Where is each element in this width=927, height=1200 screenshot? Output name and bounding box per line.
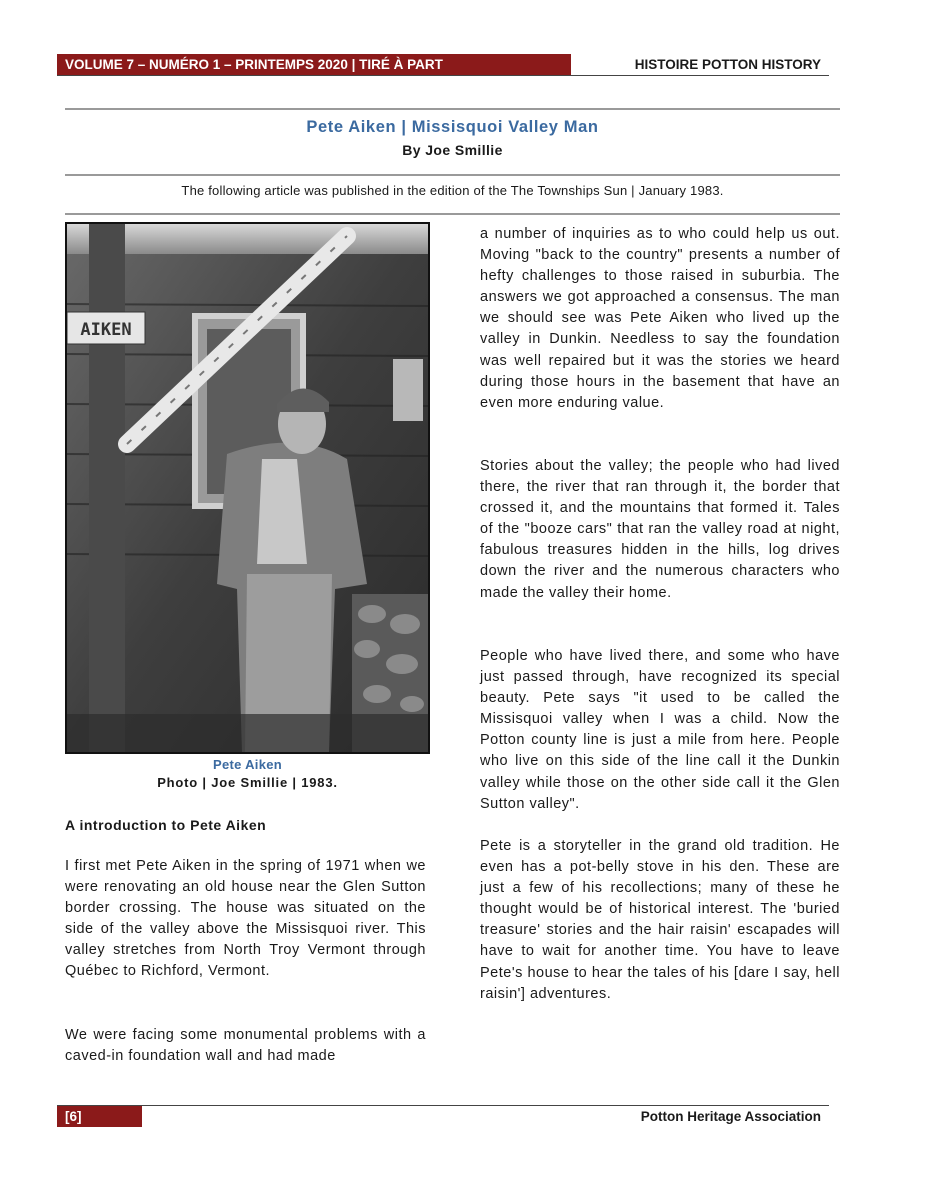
portrait-photo xyxy=(65,222,430,754)
photo-caption-name: Pete Aiken xyxy=(213,757,282,772)
publication-name: HISTOIRE POTTON HISTORY xyxy=(634,57,821,72)
footer-organization: Potton Heritage Association xyxy=(640,1109,821,1124)
title-bottom-rule xyxy=(65,174,840,176)
photo-caption-credit: Photo | Joe Smillie | 1983. xyxy=(157,775,338,790)
hanging-object xyxy=(393,359,423,421)
page-number: [6] xyxy=(57,1106,142,1127)
publication-note: The following article was published in the edition of the The Townships Sun | January 1983. xyxy=(181,183,724,198)
article-title: Pete Aiken | Missisquoi Valley Man xyxy=(306,118,599,136)
right-paragraph-2: Stories about the valley; the people who had lived there, the river that ran through it, the border that crossed it, and the mountains that formed it. Tales of the "booze cars" that ran the valley road at night, fabulous treasures hidden in the hills, log drives down the river and the numerous characters who made the valley their home. xyxy=(480,458,840,601)
header-divider xyxy=(57,75,829,76)
issue-banner: VOLUME 7 – NUMÉRO 1 – PRINTEMPS 2020 | TIRÉ À PART xyxy=(57,54,571,76)
portrait-photo-drawing xyxy=(67,224,428,752)
right-paragraph-4: Pete is a storyteller in the grand old tradition. He even has a pot-belly stove in his den. These are just a few of his recollections; many of these he thought would be of historical interest. The 'buried treasure' stories and the hair raisin' escapades will have to wait for another time. You have to leave Pete's house to hear the tales of his [dare I say, hell raisin'] adventures. xyxy=(480,838,840,1002)
note-bottom-rule xyxy=(65,213,840,215)
right-paragraph-3: People who have lived there, and some who have just passed through, have recognized its special beauty. Pete says "it used to be called the Missisquoi valley when I was a child. Now the Potton county line is just a mile from here. People who live on this side of the line call it the Dunkin valley while those on the other side call it the Glen Sutton valley". xyxy=(480,648,840,812)
aiken-sign-text: AIKEN xyxy=(80,320,132,340)
porch-post xyxy=(89,224,125,752)
left-paragraph-1: I first met Pete Aiken in the spring of 1971 when we were renovating an old house near the Glen Sutton border crossing. The house was situated on the side of the valley above the Missisquoi river. This valley stretches from North Troy Vermont through Québec to Richford, Vermont. xyxy=(65,858,426,980)
right-paragraph-1: a number of inquiries as to who could help us out. Moving "back to the country" presents a number of hefty challenges to those raised in suburbia. The answers we got approached a consensus. The man we should see was Pete Aiken who lived up the valley in Dunkin. Needless to say the foundation was well repaired but it was the stories we heard during those hours in the basement that have an even more enduring value. xyxy=(480,226,840,411)
section-heading: A introduction to Pete Aiken xyxy=(65,817,267,833)
left-paragraph-2: We were facing some monumental problems with a caved-in foundation wall and had made xyxy=(65,1027,426,1065)
title-top-rule xyxy=(65,108,840,110)
article-byline: By Joe Smillie xyxy=(402,142,503,158)
